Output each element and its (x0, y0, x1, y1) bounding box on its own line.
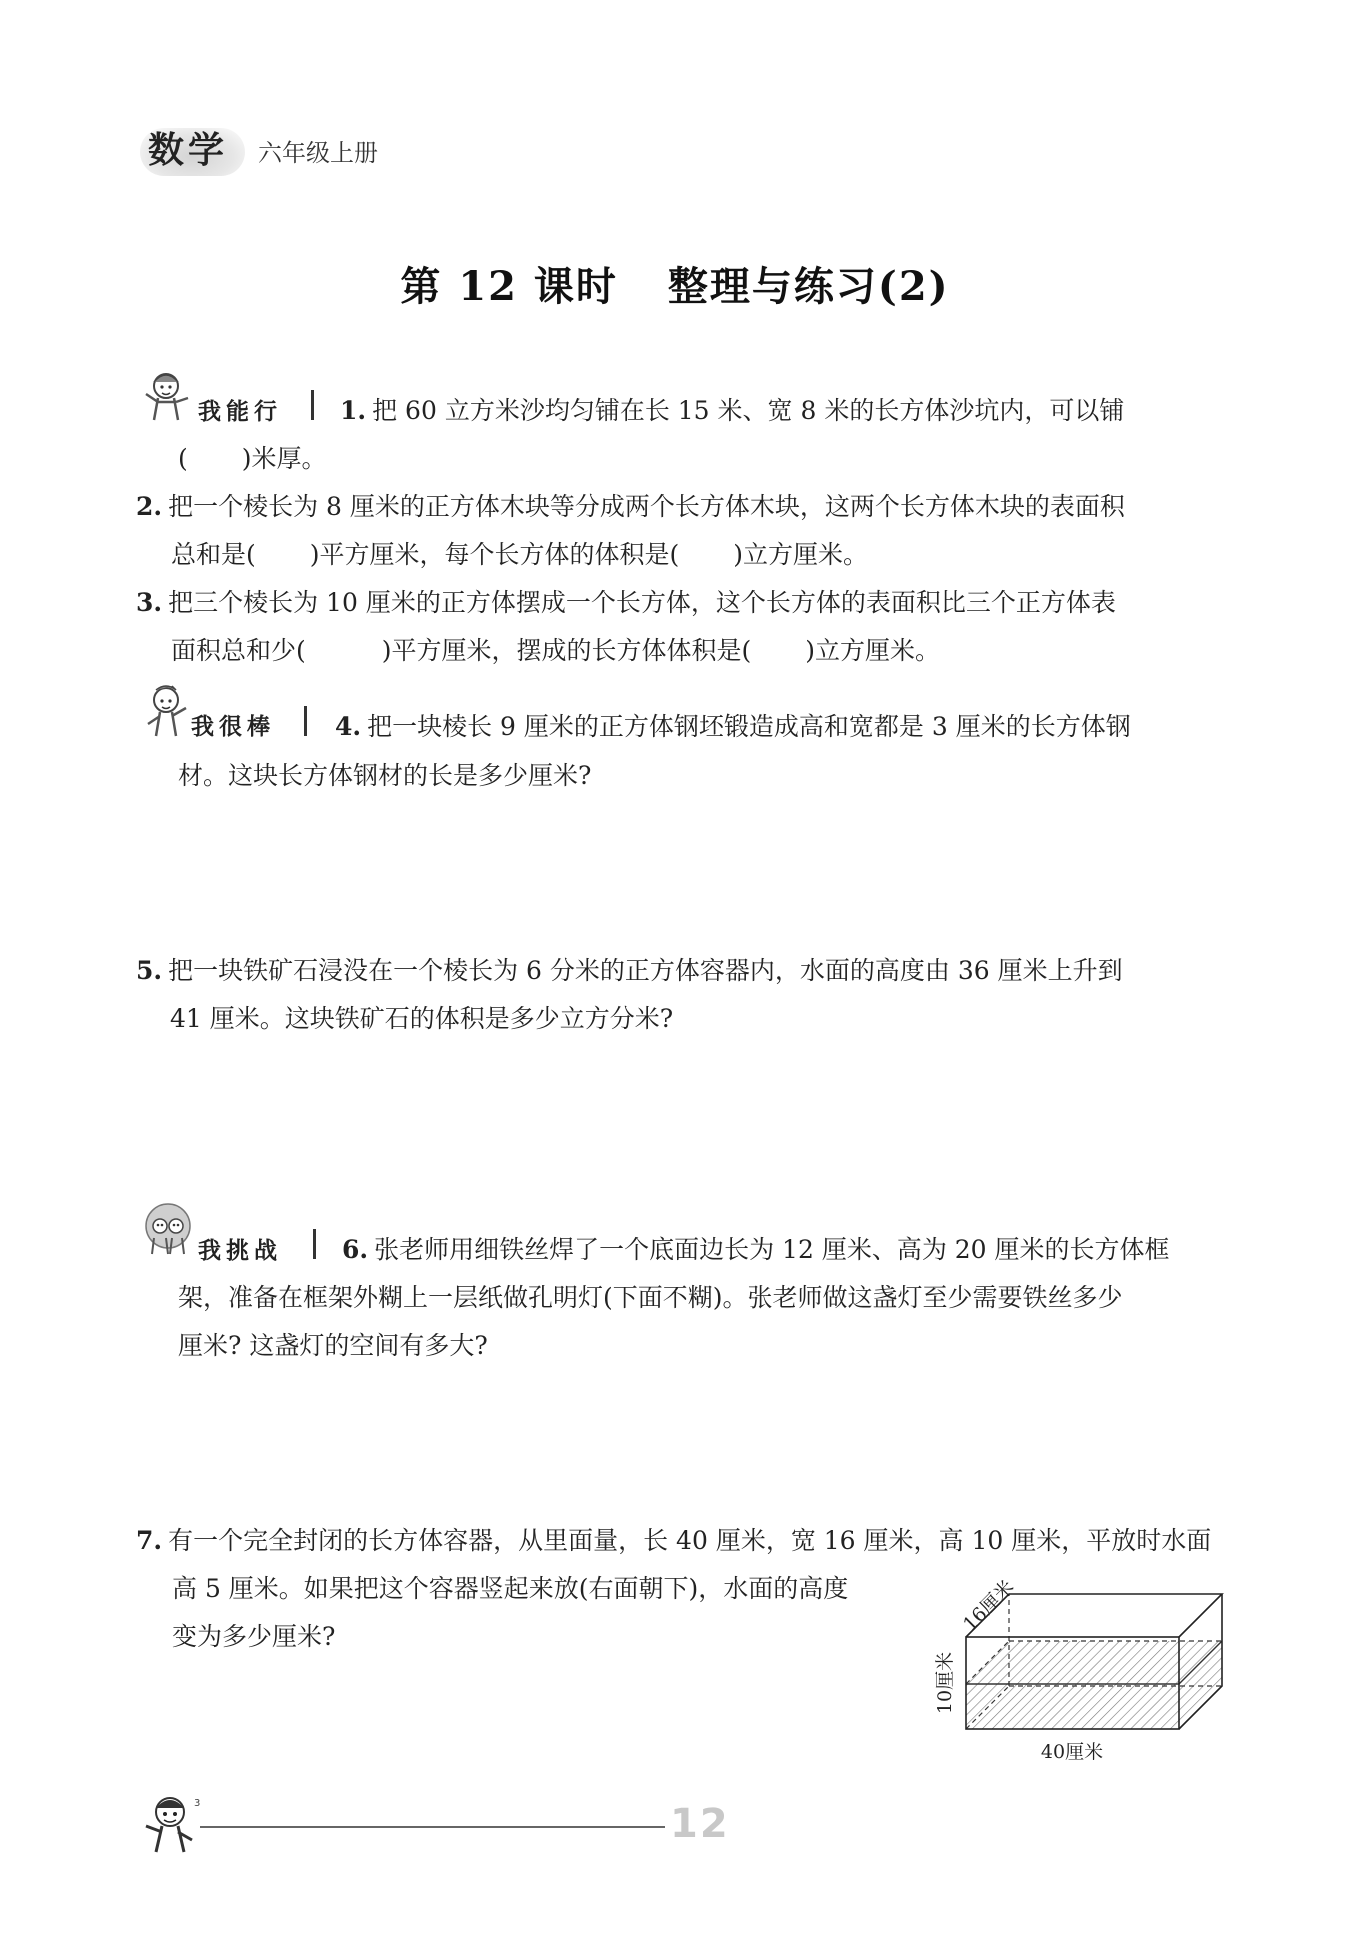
lesson-number: 第 12 课时 (400, 263, 618, 310)
cartoon-kids-icon (138, 1200, 198, 1258)
problem-7-line-2: 高 5 厘米。如果把这个容器竖起来放(右面朝下)，水面的高度 (172, 1574, 849, 1603)
section-badge-challenge: 我挑战 (198, 1238, 282, 1264)
cartoon-kid-icon (142, 368, 194, 430)
section-badge-good: 我很棒 (191, 714, 275, 740)
svg-text:3: 3 (194, 1798, 201, 1809)
water-front-face (966, 1684, 1179, 1729)
cartoon-kid-icon (142, 680, 194, 742)
problem-2-line-1: 2. 把一个棱长为 8 厘米的正方体木块等分成两个长方体木块，这两个长方体木块的表面积 (136, 492, 1125, 521)
height-label: 10厘米 (934, 1651, 956, 1715)
mascot-footer-icon (136, 1790, 204, 1858)
problem-3-line-1: 3. 把三个棱长为 10 厘米的正方体摆成一个长方体，这个长方体的表面积比三个正方体表 (136, 588, 1116, 617)
problem-7-line-3: 变为多少厘米? (172, 1622, 336, 1651)
problem-1-line-2: ( )米厚。 (178, 444, 327, 473)
problem-2-line-2: 总和是( )平方厘米，每个长方体的体积是( )立方厘米。 (171, 540, 869, 569)
length-label: 40厘米 (1040, 1741, 1104, 1763)
page-number: 12 (670, 1801, 730, 1847)
lesson-topic: 整理与练习(2) (667, 263, 950, 310)
problem-4-line-1: 4. 把一块棱长 9 厘米的正方体钢坯锻造成高和宽都是 3 厘米的长方体钢 (335, 712, 1131, 741)
width-label: 16厘米 (958, 1575, 1019, 1636)
badge-divider (304, 706, 307, 736)
problem-1-line-1: 1. 把 60 立方米沙均匀铺在长 15 米、宽 8 米的长方体沙坑内，可以铺 (340, 396, 1125, 425)
problem-7-line-1: 7. 有一个完全封闭的长方体容器，从里面量，长 40 厘米，宽 16 厘米，高 10 厘米，平放时水面 (136, 1526, 1212, 1555)
problem-6-line-1: 6. 张老师用细铁丝焊了一个底面边长为 12 厘米、高为 20 厘米的长方体框 (342, 1235, 1170, 1264)
badge-divider (313, 1229, 316, 1259)
problem-6-line-3: 厘米? 这盏灯的空间有多大? (178, 1331, 488, 1360)
problem-5-line-1: 5. 把一块铁矿石浸没在一个棱长为 6 分米的正方体容器内，水面的高度由 36 厘米上升到 (136, 956, 1123, 985)
water-top-surface (966, 1641, 1222, 1684)
problem-4-line-2: 材。这块长方体钢材的长是多少厘米? (178, 761, 592, 790)
grade-label: 六年级上册 (258, 139, 378, 167)
problem-5-line-2: 41 厘米。这块铁矿石的体积是多少立方分米? (170, 1004, 674, 1033)
problem-3-line-2: 面积总和少( )平方厘米，摆成的长方体体积是( )立方厘米。 (171, 636, 941, 665)
container-cuboid-diagram (925, 1558, 1245, 1768)
section-badge-basic: 我能行 (198, 399, 282, 425)
badge-divider (311, 390, 314, 420)
subject-title: 数学 (148, 130, 229, 171)
footer-rule (200, 1826, 665, 1828)
problem-6-line-2: 架，准备在框架外糊上一层纸做孔明灯(下面不糊)。张老师做这盏灯至少需要铁丝多少 (178, 1283, 1123, 1312)
lesson-title (0, 255, 1350, 312)
